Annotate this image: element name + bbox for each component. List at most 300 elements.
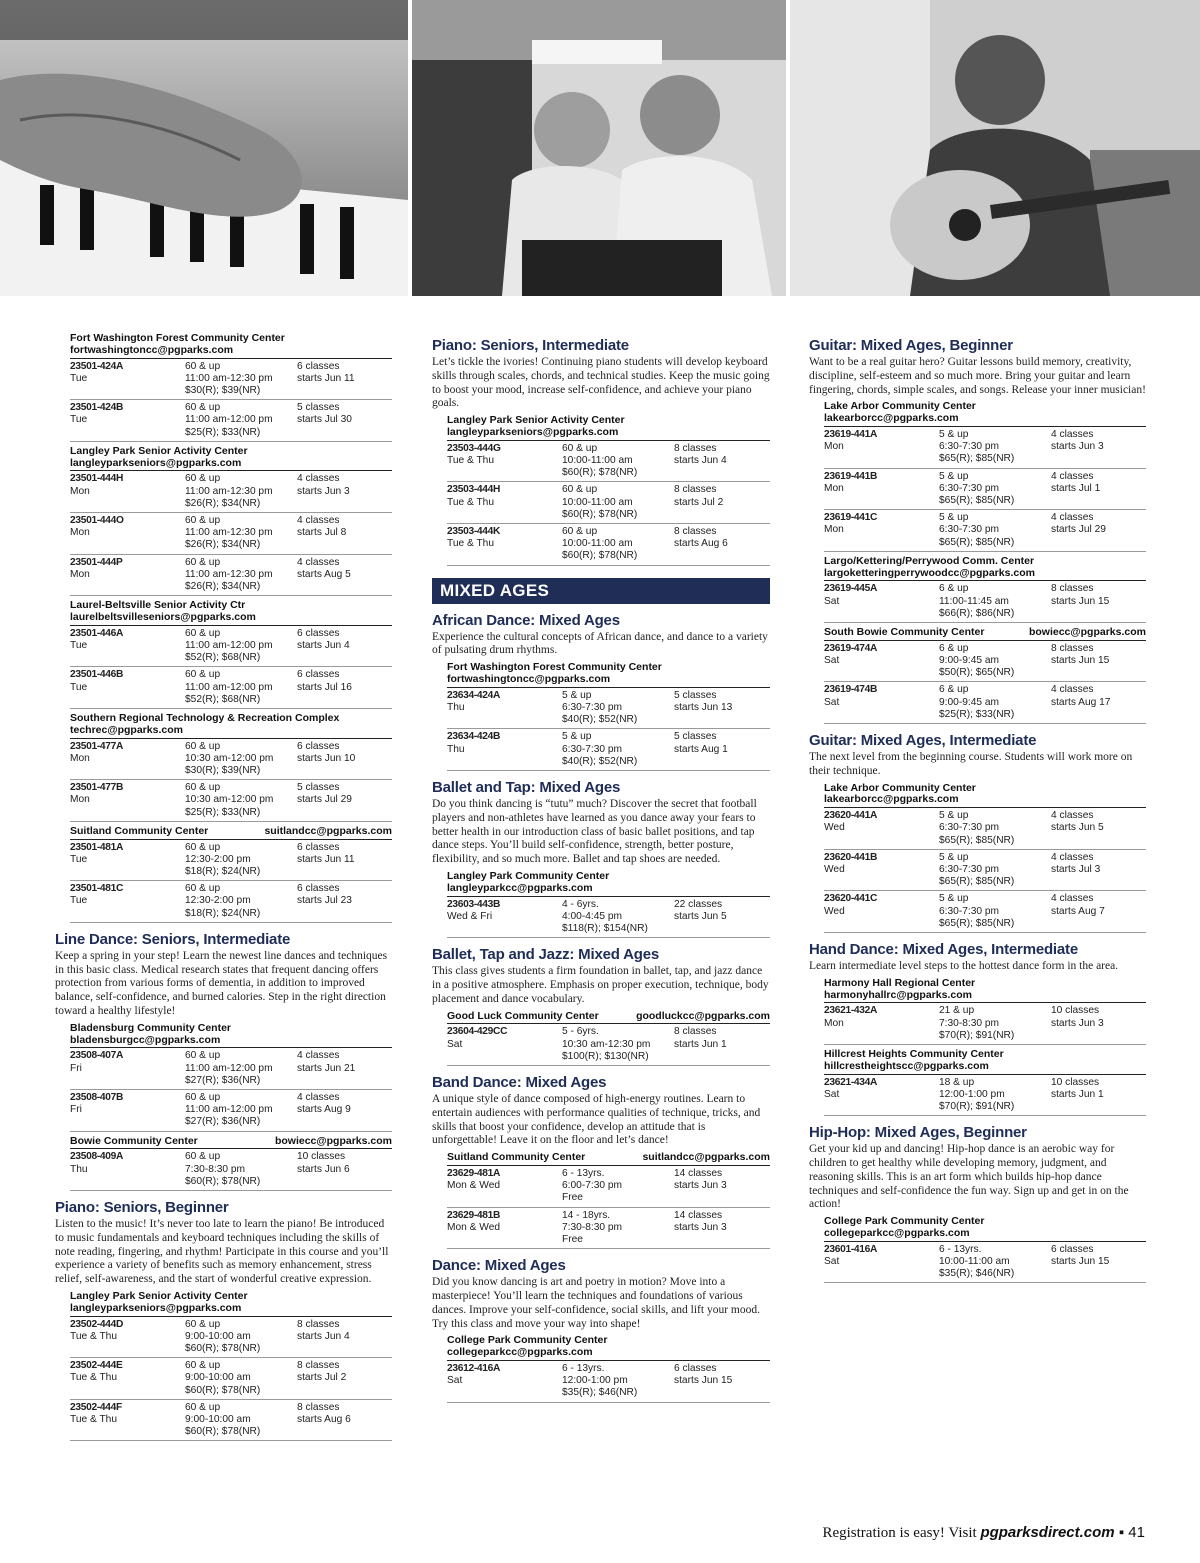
class-time: 11:00-11:45 am <box>939 595 1009 607</box>
entry-detail-cell <box>939 684 1051 721</box>
meeting-days: Wed <box>824 905 845 917</box>
start-date: starts Jun 4 <box>674 454 727 466</box>
start-date: starts Jul 2 <box>297 1372 347 1384</box>
location-name: Langley Park Senior Activity Center <box>70 444 248 457</box>
meeting-days: Tue <box>70 681 88 693</box>
course-code: 23620-441C <box>824 893 878 905</box>
start-date: starts Aug 6 <box>297 1414 351 1426</box>
age-range: 60 & up <box>562 526 598 537</box>
age-range: 5 & up <box>562 689 592 701</box>
start-date: starts Jun 1 <box>1051 1088 1104 1100</box>
class-fee: $27(R); $36(NR) <box>185 1074 261 1086</box>
age-range: 14 - 18yrs. <box>562 1209 611 1221</box>
location-email[interactable]: fortwashingtoncc@pgparks.com <box>447 674 770 688</box>
class-entry[interactable] <box>70 840 392 882</box>
course-block <box>432 779 770 938</box>
age-range: 60 & up <box>185 515 221 527</box>
age-range: 60 & up <box>185 669 221 681</box>
class-fee: $70(R); $91(NR) <box>939 1029 1015 1041</box>
meeting-days: Wed <box>824 822 845 834</box>
entry-detail-cell <box>185 1319 297 1356</box>
class-entry[interactable] <box>70 471 392 513</box>
meeting-days: Wed & Fri <box>447 910 493 922</box>
class-count: 8 classes <box>297 1401 340 1413</box>
course-description: Learn intermediate level steps to the hottest dance form in the area. <box>809 960 1119 973</box>
class-time: 10:00-11:00 am <box>562 454 633 466</box>
meeting-days: Sat <box>447 1038 463 1050</box>
class-entry[interactable] <box>447 482 770 524</box>
entry-code-cell <box>70 1402 185 1439</box>
class-fee: $60(R); $78(NR) <box>185 1384 261 1396</box>
class-fee: $60(R); $78(NR) <box>185 1426 261 1438</box>
location-header <box>70 826 392 840</box>
location-name: Suitland Community Center <box>70 824 209 837</box>
class-entry[interactable] <box>824 641 1146 683</box>
meeting-days: Mon <box>70 794 90 806</box>
start-date: starts Jun 1 <box>674 1038 727 1050</box>
age-range: 6 & up <box>939 684 969 696</box>
class-count: 6 classes <box>297 883 340 895</box>
class-fee: $65(R); $85(NR) <box>939 536 1015 548</box>
class-entry[interactable] <box>447 729 770 771</box>
class-fee: $26(R); $34(NR) <box>185 497 261 509</box>
location-email[interactable]: fortwashingtoncc@pgparks.com <box>70 345 392 359</box>
class-time: 6:30-7:30 pm <box>562 743 623 755</box>
location-email[interactable]: langleyparkseniors@pgparks.com <box>70 1303 392 1317</box>
entry-detail-cell <box>185 473 297 510</box>
location-email[interactable]: techrec@pgparks.com <box>70 725 392 739</box>
class-entry[interactable] <box>70 1358 392 1400</box>
entry-code-cell <box>824 512 939 549</box>
entry-session-cell <box>297 842 392 879</box>
entry-session-cell <box>674 484 770 521</box>
meeting-days: Tue <box>70 640 88 652</box>
age-range: 60 & up <box>185 402 221 414</box>
meeting-days: Mon & Wed <box>447 1180 501 1192</box>
location-header <box>824 1216 1146 1242</box>
entry-detail-cell <box>562 484 674 521</box>
course-title: Piano: Seniors, Intermediate <box>432 337 629 354</box>
entry-code-cell <box>70 883 185 920</box>
entry-detail-cell <box>185 842 297 879</box>
class-entry[interactable] <box>824 1003 1146 1045</box>
class-entry[interactable] <box>70 780 392 822</box>
age-range: 60 & up <box>185 1318 221 1330</box>
location-email[interactable]: harmonyhallrc@pgparks.com <box>824 990 1146 1004</box>
location-name: Harmony Hall Regional Center <box>824 976 976 989</box>
class-entry[interactable] <box>824 850 1146 892</box>
class-fee: $26(R); $34(NR) <box>185 581 261 593</box>
class-count: 6 classes <box>297 841 340 853</box>
start-date: starts Jun 10 <box>297 752 356 764</box>
class-entry[interactable] <box>70 359 392 401</box>
class-entry[interactable] <box>824 581 1146 623</box>
course-code: 23501-444O <box>70 515 124 527</box>
class-time: 12:00-1:00 pm <box>939 1088 1005 1100</box>
class-count: 4 classes <box>297 1050 340 1062</box>
meeting-days: Mon <box>70 568 90 580</box>
entry-detail-cell <box>185 1402 297 1439</box>
course-title: Band Dance: Mixed Ages <box>432 1074 607 1091</box>
entry-code-cell <box>447 731 562 768</box>
class-entry[interactable] <box>70 626 392 668</box>
column-3 <box>809 329 1146 1283</box>
location-row <box>447 1011 770 1025</box>
course-code: 23634-424A <box>447 689 501 701</box>
class-entry[interactable] <box>70 881 392 923</box>
course-code: 23621-432A <box>824 1005 878 1017</box>
course-code: 23501-446B <box>70 669 124 681</box>
class-entry[interactable] <box>824 1242 1146 1284</box>
course-block <box>809 337 1146 724</box>
age-range: 60 & up <box>185 1151 221 1163</box>
location-email[interactable]: suitlandcc@pgparks.com <box>264 824 392 837</box>
location-header <box>824 1049 1146 1075</box>
class-count: 8 classes <box>297 1318 340 1330</box>
course-description: Want to be a real guitar hero? Guitar lessons build memory, creativity, discipline, self-esteem and so much more. Bring your guitar and learn fingering, chords, simple scales, and songs. Release your inner musician! <box>809 356 1146 396</box>
class-entry[interactable] <box>824 891 1146 933</box>
class-time: 12:30-2:00 pm <box>185 853 251 865</box>
course-code: 23619-441A <box>824 428 878 440</box>
start-date: starts Jul 16 <box>297 681 352 693</box>
start-date: starts Jun 3 <box>1051 441 1104 453</box>
course-code: 23620-441A <box>824 810 878 822</box>
course-code: 23502-444F <box>70 1401 122 1413</box>
class-count: 8 classes <box>674 1026 717 1038</box>
age-range: 6 - 13yrs. <box>939 1243 982 1255</box>
location-email[interactable]: collegeparkcc@pgparks.com <box>447 1347 770 1361</box>
location-email[interactable]: langleyparkseniors@pgparks.com <box>70 458 392 472</box>
class-time: 11:00 am-12:30 pm <box>185 372 273 384</box>
entry-session-cell <box>674 1210 770 1247</box>
location-row <box>70 826 392 840</box>
entry-detail-cell <box>939 643 1051 680</box>
entry-session-cell <box>297 669 392 706</box>
course-code: 23629-481B <box>447 1209 501 1221</box>
class-fee: $118(R); $154(NR) <box>562 923 648 934</box>
location-header <box>70 1136 392 1150</box>
age-range: 60 & up <box>185 841 221 853</box>
class-fee: $30(R); $39(NR) <box>185 385 261 396</box>
entry-detail-cell <box>185 1360 297 1397</box>
class-fee: $40(R); $52(NR) <box>562 714 638 726</box>
location-name: Langley Park Senior Activity Center <box>70 1290 248 1303</box>
meeting-days: Tue & Thu <box>70 1330 118 1342</box>
class-entry[interactable] <box>824 510 1146 552</box>
location-header <box>824 783 1146 809</box>
location-name: College Park Community Center <box>447 1334 608 1347</box>
course-code: 23501-477B <box>70 782 124 794</box>
course-listing <box>824 978 1146 1116</box>
class-entry[interactable] <box>447 1024 770 1066</box>
class-entry[interactable] <box>447 1361 770 1403</box>
class-entry[interactable] <box>824 808 1146 850</box>
location-header <box>824 556 1146 582</box>
class-time: 6:30-7:30 pm <box>939 524 1000 536</box>
class-entry[interactable] <box>70 400 392 442</box>
class-entry[interactable] <box>70 1090 392 1132</box>
age-range: 60 & up <box>185 1401 221 1413</box>
course-block <box>809 732 1146 933</box>
location-name: Langley Park Community Center <box>447 870 610 882</box>
class-fee: $25(R); $33(NR) <box>939 708 1015 720</box>
entry-detail-cell <box>562 1026 674 1063</box>
meeting-days: Mon <box>70 527 90 539</box>
entry-code-cell <box>447 1168 562 1205</box>
class-fee: $40(R); $52(NR) <box>562 755 638 767</box>
class-time: 9:00-9:45 am <box>939 696 1000 708</box>
class-count: 6 classes <box>297 740 340 752</box>
class-entry[interactable] <box>70 1317 392 1359</box>
class-time: 10:00-11:00 am <box>939 1256 1010 1268</box>
age-range: 21 & up <box>939 1005 975 1017</box>
entry-detail-cell <box>185 361 297 398</box>
course-listing <box>447 871 770 938</box>
age-range: 60 & up <box>185 627 221 639</box>
entry-session-cell <box>1051 512 1146 549</box>
course-listing <box>824 1216 1146 1283</box>
entry-detail-cell <box>185 782 297 819</box>
class-count: 10 classes <box>297 1151 346 1163</box>
location-email[interactable]: collegeparkcc@pgparks.com <box>824 1228 1146 1242</box>
class-time: 7:30-8:30 pm <box>562 1221 623 1233</box>
location-email[interactable]: laurelbeltsvilleseniors@pgparks.com <box>70 612 392 626</box>
start-date: starts Jul 30 <box>297 414 352 426</box>
entry-code-cell <box>824 1244 939 1281</box>
location-header <box>447 1011 770 1025</box>
class-fee: $27(R); $36(NR) <box>185 1116 261 1128</box>
location-email[interactable]: langleyparkseniors@pgparks.com <box>447 427 770 441</box>
class-time: 9:00-9:45 am <box>939 655 1000 667</box>
meeting-days: Mon <box>824 482 844 494</box>
course-block <box>432 1257 770 1402</box>
class-count: 4 classes <box>297 473 340 485</box>
course-code: 23501-477A <box>70 740 124 752</box>
class-entry[interactable] <box>70 513 392 555</box>
class-count: 8 classes <box>1051 583 1094 595</box>
start-date: starts Aug 6 <box>674 538 728 550</box>
course-code: 23501-444P <box>70 556 123 568</box>
age-range: 60 & up <box>185 556 221 568</box>
entry-code-cell <box>447 1026 562 1063</box>
class-count: 6 classes <box>297 360 340 372</box>
photo-guitar-player <box>790 0 1200 296</box>
entry-code-cell <box>824 1077 939 1114</box>
start-date: starts Aug 17 <box>1051 696 1111 708</box>
location-header <box>824 978 1146 1004</box>
class-fee: $30(R); $39(NR) <box>185 765 261 777</box>
class-fee: $26(R); $34(NR) <box>185 539 261 551</box>
start-date: starts Jun 4 <box>297 640 350 652</box>
entry-session-cell <box>297 473 392 510</box>
class-time: 11:00 am-12:00 pm <box>185 640 273 652</box>
course-description: Keep a spring in your step! Learn the newest line dances and techniques in this basic class. Medical research states that frequent dancing offers protection from various forms of dementia, in addition to improved balance, self-confidence, and burned calories. Step in the right direction toward a healthy lifestyle! <box>55 949 388 1018</box>
entry-session-cell <box>297 883 392 920</box>
start-date: starts Jul 1 <box>1051 482 1101 494</box>
location-email[interactable]: goodluckcc@pgparks.com <box>636 1009 770 1022</box>
course-code: 23501-481C <box>70 883 124 895</box>
class-time: 6:30-7:30 pm <box>939 441 1000 453</box>
class-entry[interactable] <box>447 1166 770 1208</box>
start-date: starts Jul 29 <box>297 794 352 806</box>
location-email[interactable]: langleyparkcc@pgparks.com <box>447 883 770 897</box>
class-entry[interactable] <box>447 1208 770 1250</box>
meeting-days: Mon <box>824 1017 844 1029</box>
class-time: 4:00-4:45 pm <box>562 910 623 922</box>
class-time: 7:30-8:30 pm <box>939 1017 1000 1029</box>
location-email[interactable]: lakearborcc@pgparks.com <box>824 413 1146 427</box>
entry-detail-cell <box>562 690 674 727</box>
age-range: 6 - 13yrs. <box>562 1167 605 1179</box>
entry-code-cell <box>70 515 185 552</box>
location-row <box>447 1152 770 1166</box>
location-header <box>70 600 392 626</box>
entry-code-cell <box>70 741 185 778</box>
class-entry[interactable] <box>824 1075 1146 1117</box>
class-count: 4 classes <box>297 515 340 527</box>
class-entry[interactable] <box>70 1400 392 1442</box>
class-time: 9:00-10:00 am <box>185 1414 251 1426</box>
entry-session-cell <box>1051 471 1146 508</box>
course-listing <box>824 783 1146 933</box>
entry-code-cell <box>824 893 939 930</box>
course-description: This class gives students a firm foundation in ballet, tap, and jazz dance in a positive atmosphere. Emphasis on proper execution, technique, body placement and dance vocabulary. <box>432 965 769 1005</box>
location-name: Southern Regional Technology & Recreation Complex <box>70 712 340 725</box>
entry-session-cell <box>674 899 770 936</box>
entry-code-cell <box>824 1005 939 1042</box>
location-name: Lake Arbor Community Center <box>824 400 976 413</box>
course-code: 23634-424B <box>447 731 501 743</box>
entry-session-cell <box>1051 1077 1146 1114</box>
location-row <box>824 627 1146 641</box>
start-date: starts Jun 5 <box>1051 822 1104 834</box>
course-code: 23601-416A <box>824 1243 878 1255</box>
start-date: starts Jul 2 <box>674 496 724 508</box>
class-fee: $60(R); $78(NR) <box>562 508 638 520</box>
class-entry[interactable] <box>447 688 770 730</box>
class-time: 10:30 am-12:00 pm <box>185 752 274 764</box>
class-entry[interactable] <box>70 739 392 781</box>
course-description: Let’s tickle the ivories! Continuing piano students will develop keyboard skills through scales, chords, and technical studies. Keep the music going to boost your mood, increase self-confidence, and achieve your piano goals. <box>432 356 770 410</box>
age-range: 60 & up <box>185 1050 221 1062</box>
location-email[interactable]: bowiecc@pgparks.com <box>274 1134 392 1147</box>
course-code: 23603-443B <box>447 898 501 910</box>
entry-detail-cell <box>939 429 1051 466</box>
course-code: 23501-444H <box>70 473 124 485</box>
course-title: African Dance: Mixed Ages <box>432 611 620 629</box>
location-email[interactable]: suitlandcc@pgparks.com <box>642 1151 770 1164</box>
class-time: 10:00-11:00 am <box>562 538 633 550</box>
class-fee: $35(R); $46(NR) <box>562 1387 638 1399</box>
age-range: 60 & up <box>185 1092 221 1104</box>
entry-detail-cell <box>562 443 674 480</box>
start-date: starts Jul 8 <box>297 527 347 539</box>
class-fee: Free <box>562 1234 583 1245</box>
course-title: Piano: Seniors, Beginner <box>55 1199 229 1217</box>
entry-session-cell <box>674 731 770 768</box>
class-entry[interactable] <box>824 427 1146 469</box>
course-block <box>432 612 770 771</box>
class-entry[interactable] <box>70 1149 392 1191</box>
age-range: 6 & up <box>939 642 969 654</box>
entry-detail-cell <box>185 515 297 552</box>
class-time: 12:00-1:00 pm <box>562 1375 628 1387</box>
class-fee: $100(R); $130(NR) <box>562 1050 649 1062</box>
start-date: starts Aug 7 <box>1051 905 1105 917</box>
entry-detail-cell <box>185 402 297 439</box>
location-email[interactable]: bladensburgcc@pgparks.com <box>70 1035 392 1049</box>
course-listing <box>447 1152 770 1249</box>
class-entry[interactable] <box>824 682 1146 724</box>
class-count: 22 classes <box>674 898 723 910</box>
meeting-days: Mon <box>824 441 844 453</box>
location-email[interactable]: lakearborcc@pgparks.com <box>824 794 1146 808</box>
meeting-days: Sat <box>824 1256 840 1268</box>
col1-top-listing <box>70 333 392 923</box>
class-entry[interactable] <box>447 897 770 939</box>
meeting-days: Tue & Thu <box>447 496 495 508</box>
class-entry[interactable] <box>70 667 392 709</box>
location-email[interactable]: bowiecc@pgparks.com <box>1028 626 1146 639</box>
location-email[interactable]: largoketteringperrywoodcc@pgparks.com <box>824 568 1146 582</box>
entry-code-cell <box>70 473 185 510</box>
entry-session-cell <box>297 557 392 594</box>
class-entry[interactable] <box>70 1048 392 1090</box>
class-entry[interactable] <box>70 555 392 597</box>
entry-session-cell <box>297 1360 392 1397</box>
course-title: Hand Dance: Mixed Ages, Intermediate <box>809 941 1078 959</box>
course-description: Experience the cultural concepts of African dance, and dance to a variety of pulsating drum rhythms. <box>432 630 768 657</box>
class-time: 9:00-10:00 am <box>185 1330 251 1342</box>
meeting-days: Tue <box>70 853 88 865</box>
class-fee: $65(R); $85(NR) <box>939 453 1015 465</box>
course-description: Get your kid up and dancing! Hip-hop dance is an aerobic way for children to get healthy while developing memory, judgment, and reasoning skills. This is an art form which builds hip-hop dance techniques and self-confidence the fun way. Sign up and get in on the action! <box>809 1143 1129 1211</box>
entry-code-cell <box>447 526 562 563</box>
entry-session-cell <box>1051 643 1146 680</box>
class-entry[interactable] <box>447 524 770 566</box>
class-fee: $60(R); $78(NR) <box>562 467 638 479</box>
meeting-days: Fri <box>70 1062 82 1074</box>
entry-code-cell <box>824 684 939 721</box>
section-heading-mixed-ages: MIXED AGES <box>432 578 770 604</box>
course-block <box>809 1124 1146 1283</box>
class-entry[interactable] <box>824 469 1146 511</box>
start-date: starts Jun 11 <box>297 853 355 865</box>
entry-detail-cell <box>185 557 297 594</box>
entry-detail-cell <box>185 1050 297 1087</box>
course-block <box>809 941 1146 1116</box>
class-time: 11:00 am-12:30 pm <box>185 527 273 539</box>
start-date: starts Jul 3 <box>1051 864 1101 876</box>
footer-site-link[interactable]: pgparksdirect.com <box>980 1524 1115 1541</box>
photo-seniors-at-piano <box>412 0 786 296</box>
location-name: Fort Washington Forest Community Center <box>70 332 285 344</box>
entry-session-cell <box>1051 852 1146 889</box>
location-header <box>447 871 770 897</box>
course-description: The next level from the beginning course. Students will work more on their technique. <box>809 751 1133 777</box>
class-count: 8 classes <box>674 442 717 454</box>
location-email[interactable]: hillcrestheightscc@pgparks.com <box>824 1061 1146 1075</box>
location-header <box>447 662 770 688</box>
entry-session-cell <box>1051 429 1146 466</box>
age-range: 60 & up <box>562 442 598 454</box>
entry-detail-cell <box>562 899 674 936</box>
class-time: 11:00 am-12:00 pm <box>185 681 273 693</box>
location-header <box>70 1023 392 1049</box>
course-listing <box>447 1011 770 1066</box>
class-entry[interactable] <box>447 441 770 483</box>
entry-code-cell <box>824 810 939 847</box>
